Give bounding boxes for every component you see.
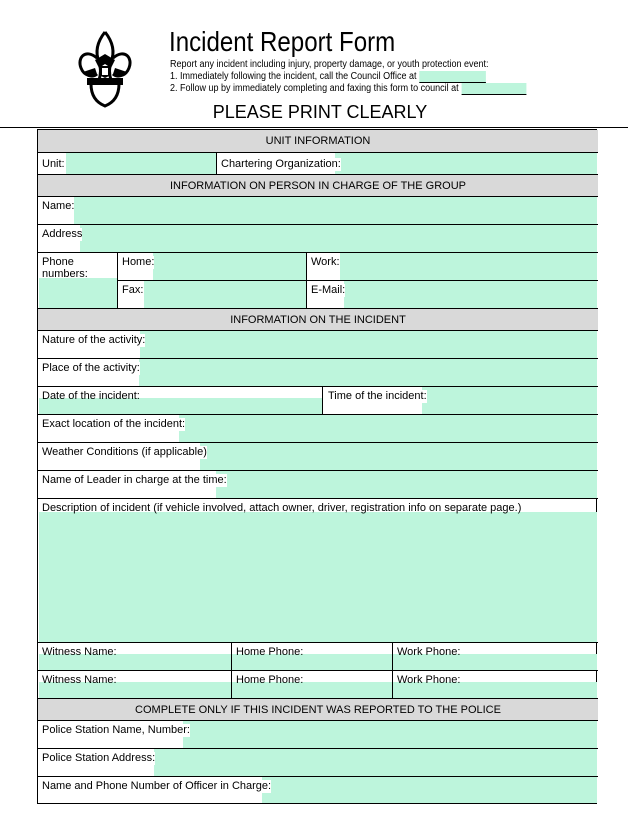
section-incident-information: INFORMATION ON THE INCIDENT [38,309,598,331]
address-field[interactable] [80,225,597,252]
divider [216,153,217,174]
address-label: Address [42,228,83,240]
divider [38,498,598,499]
divider [38,642,598,643]
weather-conditions-field[interactable] [200,443,597,470]
work-phone-label: Work: [311,256,340,268]
leader-in-charge-field[interactable] [216,471,597,498]
home-phone-field[interactable] [153,253,306,280]
home-phone-label: Home: [122,256,155,268]
person-name-field[interactable] [74,197,597,224]
witness-home-phone-2-label: Home Phone: [236,674,304,686]
divider [322,386,323,414]
place-of-activity-field[interactable] [139,359,597,386]
chartering-organization-field[interactable] [335,153,597,174]
police-station-name-label: Police Station Name, Number: [42,724,190,736]
nature-of-activity-label: Nature of the activity: [42,334,146,346]
email-label: E-Mail: [311,284,346,296]
instruction-line-3 [170,83,526,95]
exact-location-label: Exact location of the incident: [42,418,186,430]
phone-numbers-field[interactable] [39,278,117,308]
police-station-address-label: Police Station Address: [42,752,156,764]
phone-label: Phone [42,256,74,268]
instruction-line-2 [170,71,486,83]
officer-in-charge-field[interactable] [262,777,597,803]
council-office-phone-blank[interactable] [419,71,486,83]
fleur-de-lis-emblem-icon [75,28,135,110]
instruction-line-1: Report any incident including injury, property damage, or youth protection event: [170,59,489,70]
section-police-report: COMPLETE ONLY IF THIS INCIDENT WAS REPORTED TO THE POLICE [38,699,598,721]
exact-location-field[interactable] [179,415,597,442]
police-station-address-field[interactable] [154,749,597,776]
fax-label: Fax: [122,284,144,296]
unit-label: Unit: [42,158,65,170]
instruction-line-2-text: 1. Immediately following the incident, call the Council Office at [170,71,417,82]
phone-numbers-label: numbers: [42,268,88,280]
divider [38,670,598,671]
chartering-organization-label: Chartering Organization: [221,158,341,170]
time-of-incident-label: Time of the incident: [328,390,427,402]
witness-name-1-label: Witness Name: [42,646,117,658]
work-phone-field[interactable] [340,253,597,280]
time-of-incident-field[interactable] [422,387,597,414]
person-name-label: Name: [42,200,75,212]
email-field[interactable] [344,281,597,308]
divider [0,127,628,128]
section-unit-information: UNIT INFORMATION [38,130,598,153]
unit-field[interactable] [66,153,216,174]
incident-form [37,129,597,804]
witness-work-phone-2-label: Work Phone: [397,674,461,686]
witness-name-2-label: Witness Name: [42,674,117,686]
leader-in-charge-label: Name of Leader in charge at the time: [42,474,227,486]
date-of-incident-label: Date of the incident: [42,390,140,402]
witness-home-phone-1-label: Home Phone: [236,646,304,658]
weather-conditions-label: Weather Conditions (if applicable) [42,446,207,458]
council-fax-blank[interactable] [461,83,526,95]
instruction-line-3-text: 2. Follow up by immediately completing and faxing this form to council at [170,83,459,94]
nature-of-activity-field[interactable] [140,331,597,358]
place-of-activity-label: Place of the activity: [42,362,140,374]
officer-in-charge-label: Name and Phone Number of Officer in Charge: [42,780,272,792]
form-title: Incident Report Form [169,26,396,57]
police-station-name-field[interactable] [183,721,597,748]
fax-field[interactable] [144,281,306,308]
section-person-in-charge: INFORMATION ON PERSON IN CHARGE OF THE GROUP [38,175,598,197]
witness-work-phone-1-label: Work Phone: [397,646,461,658]
description-label: Description of incident (if vehicle involved, attach owner, driver, registration info on separate page.) [42,502,522,514]
description-field[interactable] [39,512,597,642]
print-clearly-notice: PLEASE PRINT CLEARLY [212,102,428,122]
